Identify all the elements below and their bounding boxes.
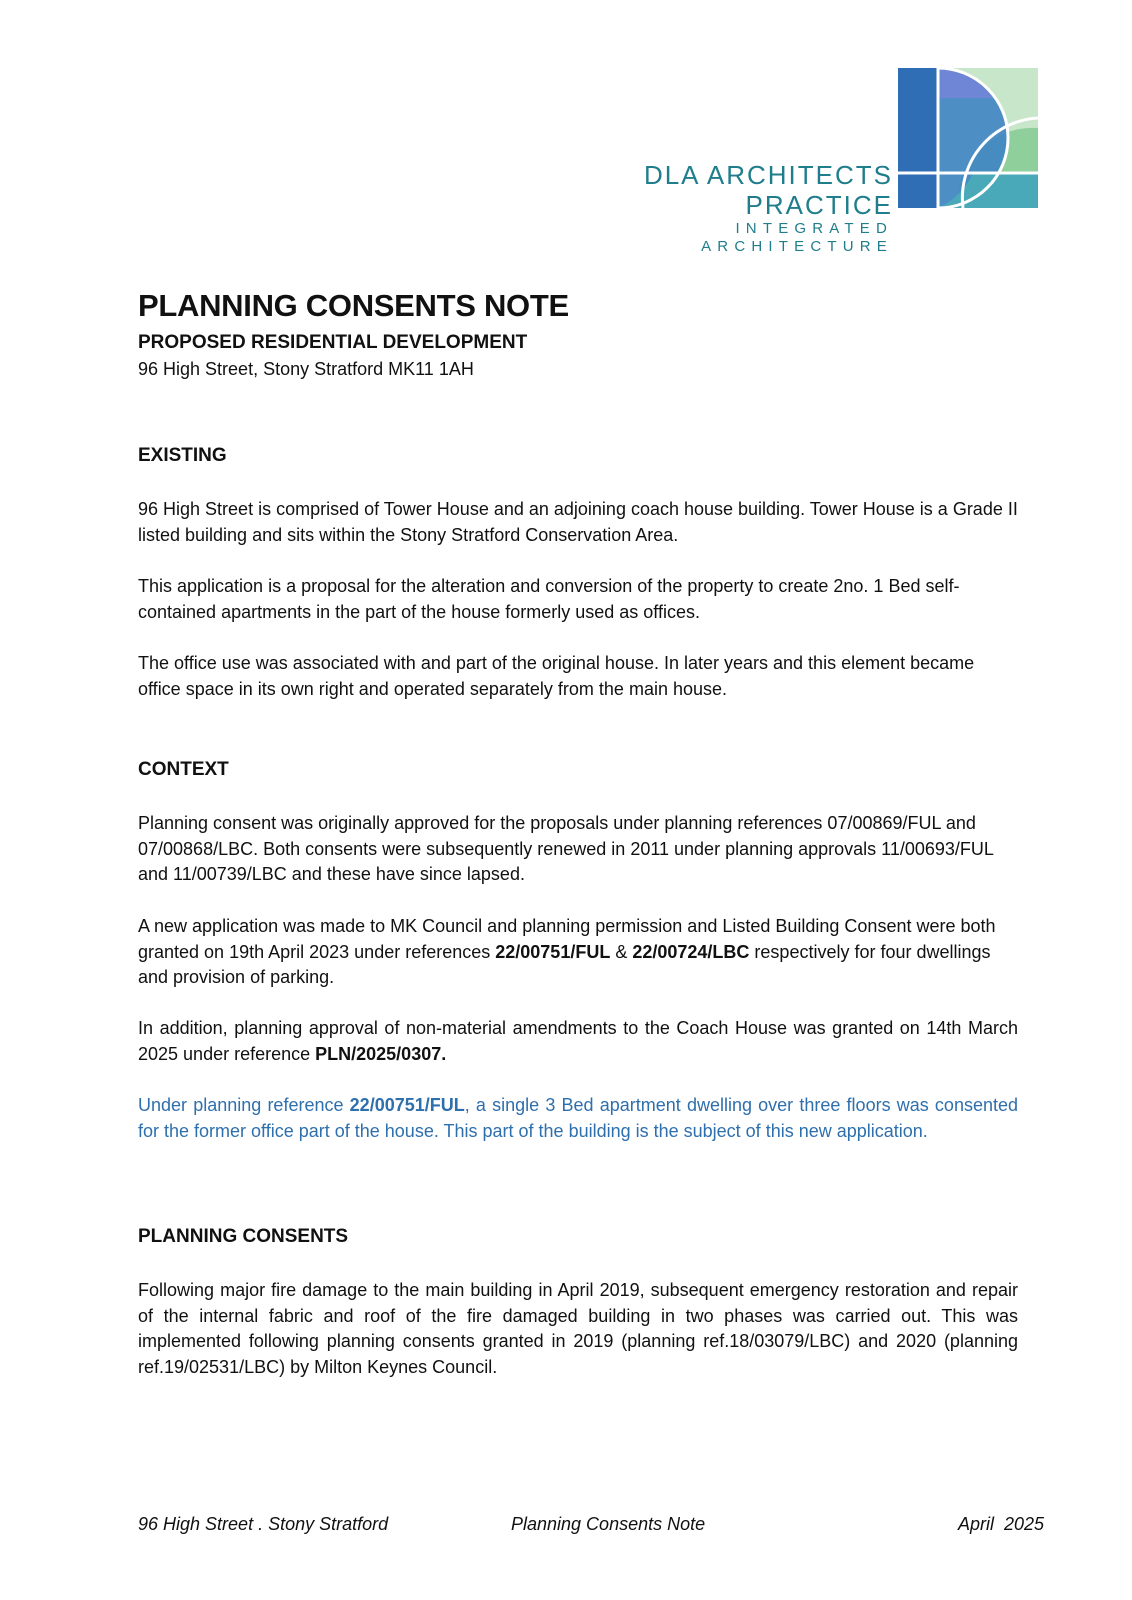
site-address: 96 High Street, Stony Stratford MK11 1AH: [138, 359, 474, 379]
context-p2-text-b: &: [610, 941, 633, 962]
footer-left: 96 High Street . Stony Stratford: [138, 1514, 389, 1534]
page-title: PLANNING CONSENTS NOTE: [138, 288, 569, 323]
logo-company-name: DLA ARCHITECTS PRACTICE: [643, 160, 893, 220]
existing-paragraph-1: 96 High Street is comprised of Tower House and an adjoining coach house building. Tower House is a Grade II listed building and sits within the Stony Stratford Conservation Area.: [138, 499, 1018, 545]
context-paragraph-3: [138, 1016, 1018, 1067]
document-header: [138, 286, 1048, 382]
logo-mark-icon: [898, 68, 1038, 208]
footer-right: April 2025: [957, 1514, 1044, 1534]
context-p4-text-b: , a single 3 Bed apartment dwelling over three floors was consented for the former office part of the house. This part of the building is the subject of this new application.: [138, 1095, 1018, 1141]
context-p4-text-a: Under planning reference: [138, 1095, 350, 1115]
company-logo: [538, 68, 1038, 255]
context-paragraph-2: [138, 914, 1018, 991]
context-p2-text-c: respectively for four dwellings and provision of parking.: [138, 941, 991, 988]
context-paragraph-4: [138, 1093, 1018, 1144]
section-heading-context: CONTEXT: [138, 759, 229, 780]
reference-22-00751-ful: 22/00751/FUL: [495, 941, 611, 962]
existing-paragraph-3: The office use was associated with and part of the original house. In later years and this element became office space in its own right and operated separately from the main house.: [138, 653, 975, 699]
section-heading-planning-consents: PLANNING CONSENTS: [138, 1226, 349, 1247]
context-p3-text-a: In addition, planning approval of non-material amendments to the Coach House was granted on 14th March 2025 under reference: [138, 1018, 1018, 1064]
consents-paragraph-1: Following major fire damage to the main building in April 2019, subsequent emergency restoration and repair of the internal fabric and roof of the fire damaged building in two phases was carried out. This was implemented following planning consents granted in 2019 (planning ref.18/03079/LBC) and 2020 (planning ref.19/02531/LBC) by Milton Keynes Council.: [138, 1280, 1018, 1377]
existing-paragraph-2: This application is a proposal for the alteration and conversion of the property to create 2no. 1 Bed self-contained apartments in the part of the house formerly used as offices.: [138, 576, 960, 622]
context-p2-text-a: A new application was made to MK Council and planning permission and Listed Building Consent were both granted on 19th April 2023 under references: [138, 916, 996, 962]
context-paragraph-1: Planning consent was originally approved for the proposals under planning references 07/00869/FUL and 07/00868/LBC. Both consents were subsequently renewed in 2011 under planning approvals 11/00693/FUL and 11/00739/LBC and these have since lapsed.: [138, 813, 994, 885]
reference-22-00751-ful-highlight: 22/00751/FUL: [349, 1095, 465, 1115]
reference-22-00724-lbc: 22/00724/LBC: [632, 941, 750, 962]
section-heading-existing: EXISTING: [138, 445, 227, 466]
footer-center: Planning Consents Note: [511, 1514, 706, 1534]
logo-tagline: INTEGRATED ARCHITECTURE: [701, 220, 893, 255]
reference-pln-2025-0307: PLN/2025/0307.: [315, 1043, 447, 1064]
logo-text: [538, 160, 893, 256]
page-subtitle: PROPOSED RESIDENTIAL DEVELOPMENT: [138, 332, 528, 353]
